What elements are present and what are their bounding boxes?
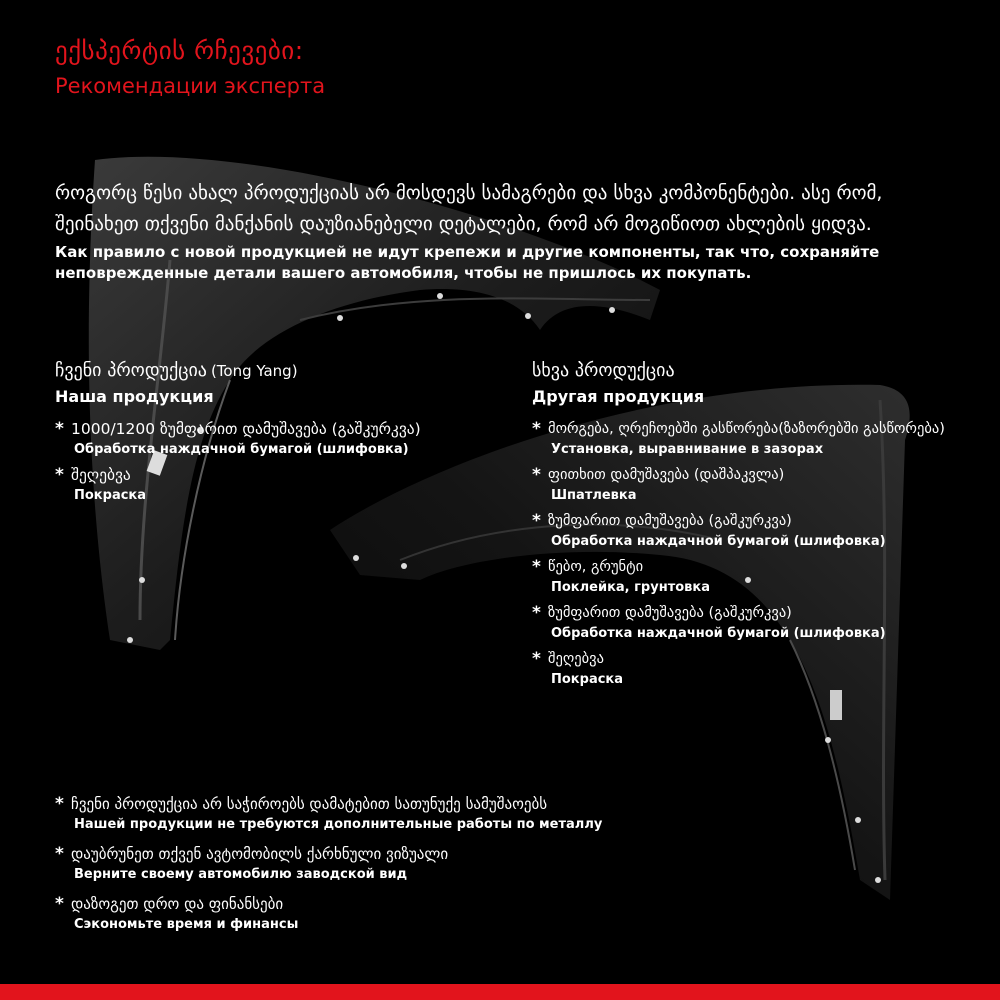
list-item bbox=[55, 418, 525, 459]
bullet-asterisk: * bbox=[532, 511, 541, 531]
other-products-list bbox=[532, 418, 997, 689]
item-text-ru: Покраска bbox=[74, 488, 147, 503]
our-products-heading-ru: Наша продукция bbox=[55, 387, 214, 406]
intro-section bbox=[55, 178, 965, 284]
bullet-asterisk: * bbox=[55, 894, 64, 914]
item-text-ka: შეღებვა bbox=[71, 466, 131, 484]
item-text-ka: შეღებვა bbox=[548, 651, 604, 667]
item-text-ka: წებო, გრუნტი bbox=[548, 559, 644, 575]
item-text-ka: 1000/1200 ზუმფარით დამუშავება (გაშკურკვა) bbox=[71, 420, 421, 438]
bullet-asterisk: * bbox=[55, 465, 64, 485]
list-item bbox=[532, 510, 997, 551]
bullet-asterisk: * bbox=[532, 557, 541, 577]
intro-text-ru: Как правило с новой продукцией не идут крепежи и другие компоненты, так что, сохраняйте неповрежденные детали вашего автомобиля, чтобы не пришлось их покупать. bbox=[55, 243, 880, 282]
list-item bbox=[55, 893, 955, 934]
item-text-ka: ზუმფარით დამუშავება (გაშკურკვა) bbox=[548, 513, 792, 529]
item-text-ru: Сэкономьте время и финансы bbox=[74, 917, 299, 932]
item-text-ka: დაუბრუნეთ თქვენ ავტომობილს ქარხნული ვიზუალი bbox=[71, 845, 449, 863]
bullet-asterisk: * bbox=[55, 794, 64, 814]
list-item bbox=[532, 464, 997, 505]
item-text-ru: Шпатлевка bbox=[551, 488, 637, 503]
bullet-asterisk: * bbox=[532, 649, 541, 669]
page-title: ექსპერტის რჩევები: bbox=[55, 36, 304, 65]
bullet-asterisk: * bbox=[55, 844, 64, 864]
list-item bbox=[532, 418, 997, 459]
list-item bbox=[532, 602, 997, 643]
list-item bbox=[532, 648, 997, 689]
item-text-ru: Установка, выравнивание в зазорах bbox=[551, 442, 824, 457]
item-text-ru: Обработка наждачной бумагой (шлифовка) bbox=[551, 534, 886, 549]
our-products-heading-ka: ჩვენი პროდუქცია bbox=[55, 360, 207, 381]
our-products-list bbox=[55, 418, 525, 505]
bullet-asterisk: * bbox=[532, 419, 541, 439]
item-text-ru: Нашей продукции не требуются дополнительные работы по металлу bbox=[74, 817, 603, 832]
item-text-ru: Покраска bbox=[551, 672, 624, 687]
list-item bbox=[532, 556, 997, 597]
bullet-asterisk: * bbox=[532, 465, 541, 485]
list-item bbox=[55, 464, 525, 505]
item-text-ru: Поклейка, грунтовка bbox=[551, 580, 710, 595]
benefits-section bbox=[55, 793, 955, 943]
our-products-heading bbox=[55, 360, 525, 381]
brand-name: (Tong Yang) bbox=[210, 362, 298, 380]
page-subtitle: Рекомендации эксперта bbox=[55, 74, 326, 98]
item-text-ka: ფითხით დამუშავება (დაშპაკვლა) bbox=[548, 467, 785, 483]
item-text-ka: ზუმფარით დამუშავება (გაშკურკვა) bbox=[548, 605, 792, 621]
other-products-heading-ka: სხვა პროდუქცია bbox=[532, 360, 675, 381]
list-item bbox=[55, 793, 955, 834]
footer-red-bar bbox=[0, 984, 1000, 1000]
item-text-ru: Обработка наждачной бумагой (шлифовка) bbox=[74, 442, 409, 457]
other-products-section bbox=[532, 360, 997, 694]
bullet-asterisk: * bbox=[532, 603, 541, 623]
item-text-ka: დაზოგეთ დრო და ფინანსები bbox=[71, 895, 284, 913]
item-text-ka: მორგება, ღრეჩოებში გასწორება(ზაზორებში გასწორება) bbox=[548, 421, 945, 437]
list-item bbox=[55, 843, 955, 884]
intro-text-ka: როგორც წესი ახალ პროდუქციას არ მოსდევს სამაგრები და სხვა კომპონენტები. ასე რომ, შეინახეთ თქვენი მანქანის დაუზიანებელი დეტალები, რომ არ მოგიწიოთ ახლების ყიდვა. bbox=[55, 182, 883, 235]
our-products-section bbox=[55, 360, 525, 510]
item-text-ka: ჩვენი პროდუქცია არ საჭიროებს დამატებით სათუნუქე სამუშაოებს bbox=[71, 795, 548, 813]
item-text-ru: Верните своему автомобилю заводской вид bbox=[74, 867, 408, 882]
item-text-ru: Обработка наждачной бумагой (шлифовка) bbox=[551, 626, 886, 641]
other-products-heading-ru: Другая продукция bbox=[532, 387, 705, 406]
bullet-asterisk: * bbox=[55, 419, 64, 439]
